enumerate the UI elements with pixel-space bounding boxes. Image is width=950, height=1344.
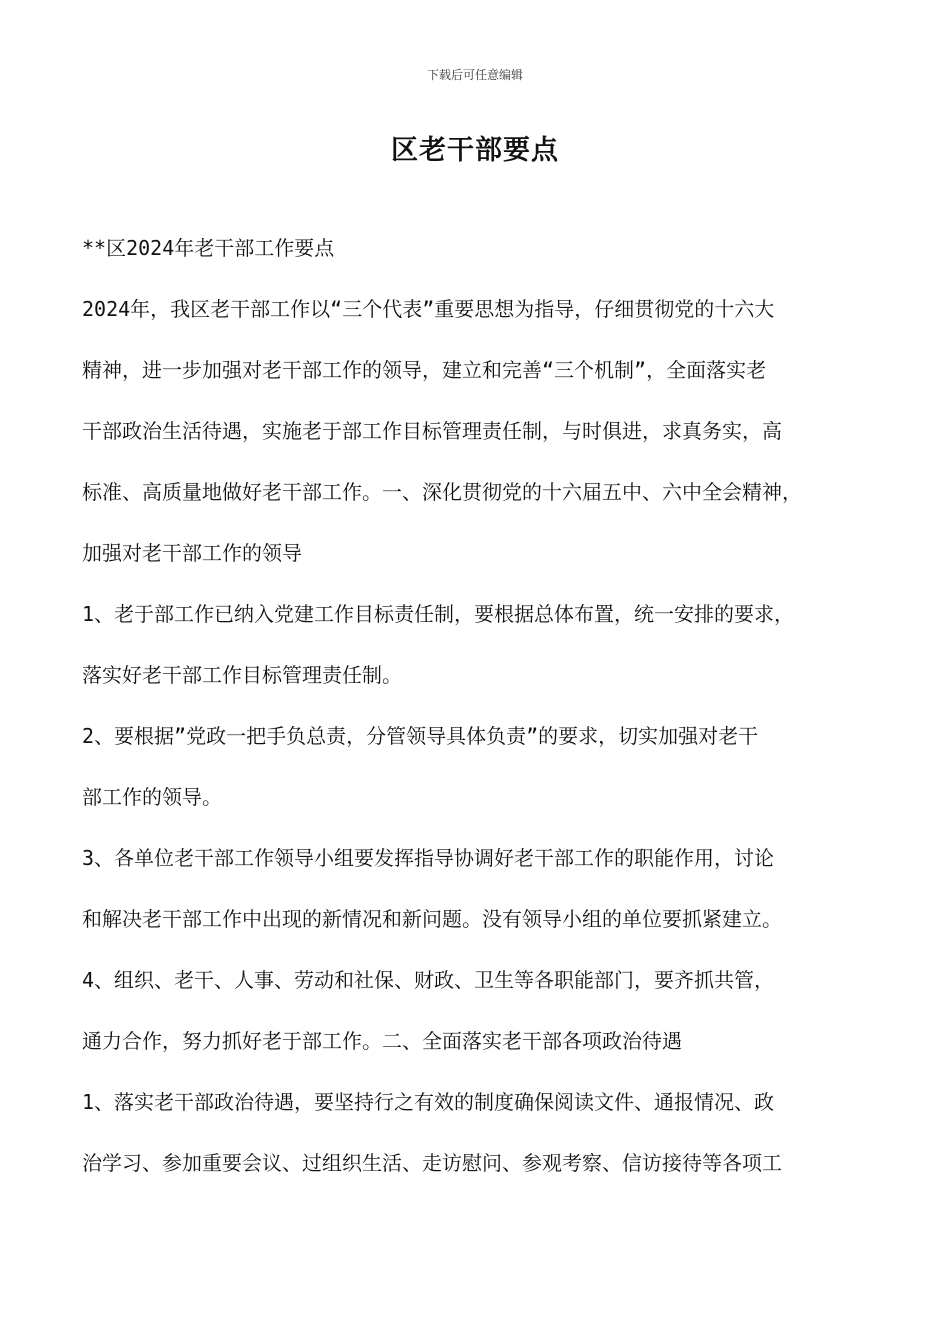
body-line: 3、各单位老干部工作领导小组要发挥指导协调好老干部工作的职能作用，讨论 <box>82 846 775 870</box>
body-line: 部工作的领导。 <box>82 785 222 809</box>
body-line: 1、老于部工作已纳入党建工作目标责任制，要根据总体布置，统一安排的要求， <box>82 602 795 626</box>
body-line: 治学习、参加重要会议、过组织生活、走访慰问、参观考察、信访接待等各项工 <box>82 1151 782 1175</box>
body-line: 干部政治生活待遇，实施老于部工作目标管理责任制，与时俱进，求真务实，高 <box>82 419 782 443</box>
body-line: 2、要根据”党政一把手负总责，分管领导具体负责”的要求，切实加强对老干 <box>82 724 759 748</box>
body-line: 加强对老干部工作的领导 <box>82 541 302 565</box>
body-line: 落实好老干部工作目标管理责任制。 <box>82 663 402 687</box>
body-line-subtitle: **区2024年老干部工作要点 <box>82 236 335 260</box>
body-line: 标准、高质量地做好老干部工作。一、深化贯彻党的十六届五中、六中全会精神， <box>82 480 802 504</box>
body-line: 1、落实老干部政治待遇，要坚持行之有效的制度确保阅读文件、通报情况、政 <box>82 1090 775 1114</box>
body-line: 精神，进一步加强对老干部工作的领导，建立和完善“三个机制”，全面落实老 <box>82 358 767 382</box>
body-line: 通力合作，努力抓好老于部工作。二、全面落实老干部各项政治待遇 <box>82 1029 682 1053</box>
body-line: 和解决老干部工作中出现的新情况和新问题。没有领导小组的单位要抓紧建立。 <box>82 907 782 931</box>
body-line: 2024年，我区老干部工作以“三个代表”重要思想为指导，仔细贯彻党的十六大 <box>82 297 775 321</box>
header-note: 下载后可任意编辑 <box>426 68 523 82</box>
document-body <box>82 218 882 1194</box>
body-line: 4、组织、老干、人事、劳动和社保、财政、卫生等各职能部门，要齐抓共管， <box>82 968 775 992</box>
document-title: 区老干部要点 <box>391 135 559 166</box>
